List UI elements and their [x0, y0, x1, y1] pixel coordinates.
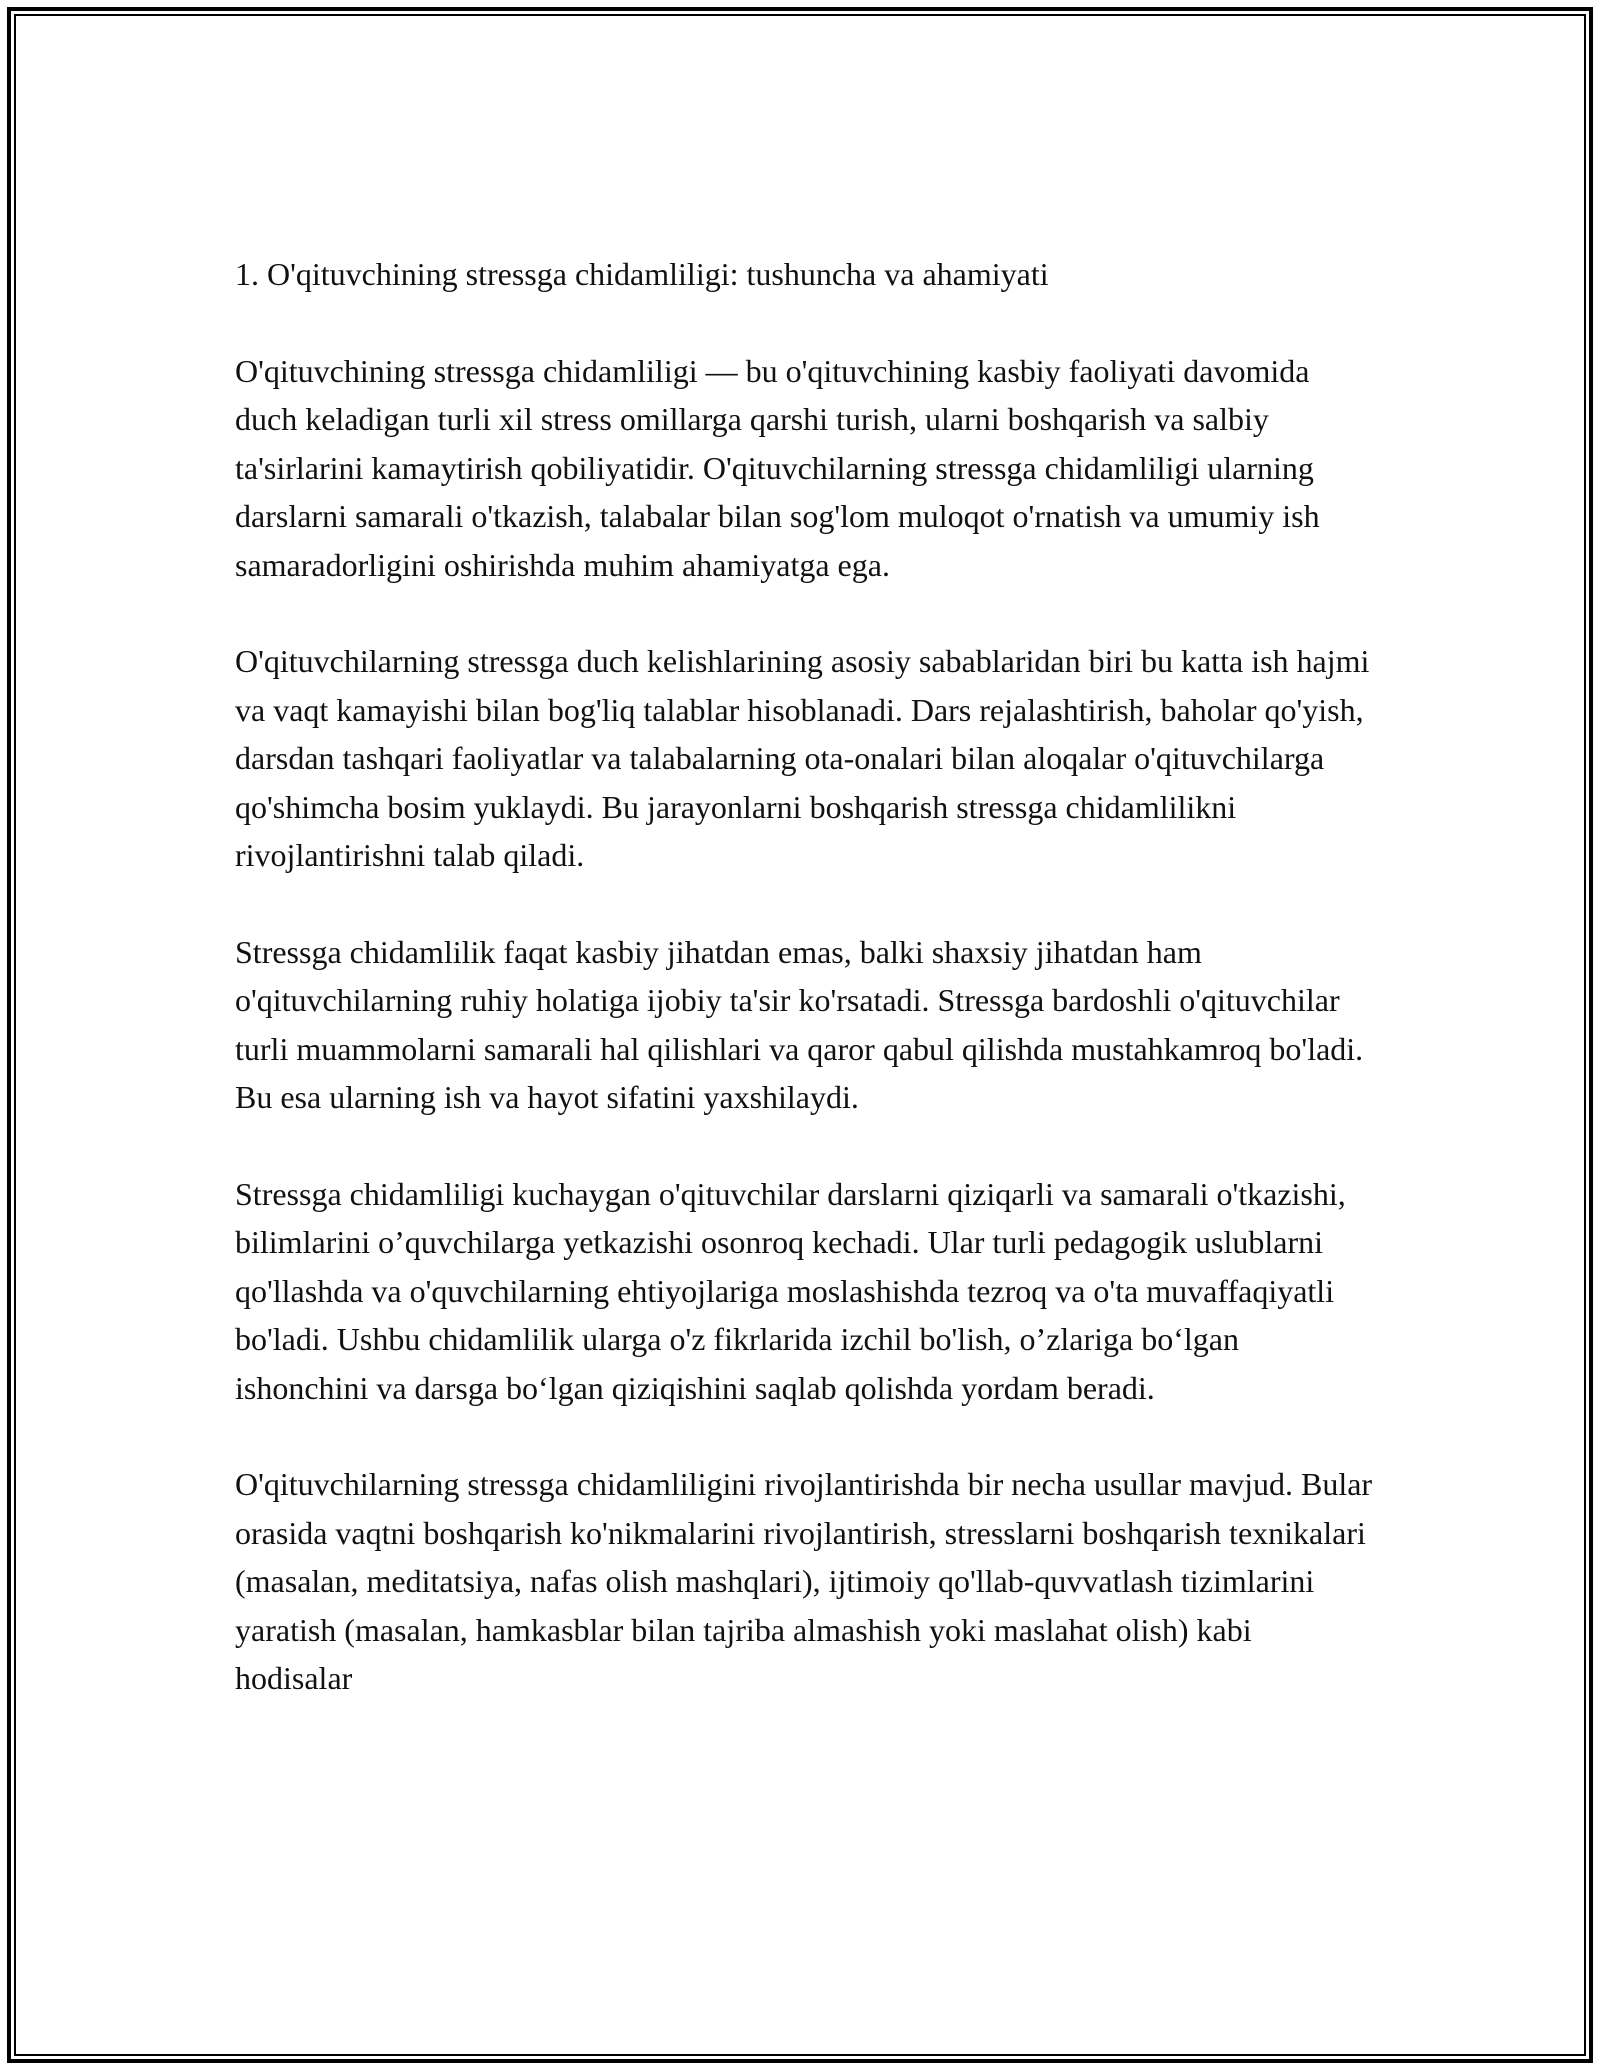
paragraph-methods: O'qituvchilarning stressga chidamliligini rivojlantirishda bir necha usullar mavjud. Bular orasida vaqtni boshqarish ko'nikmalarini rivojlantirish, stresslarni boshqarish texnikalari (masalan, meditatsiya, nafas olish mashqlari), ijtimoiy qo'llab-quvvatlash tizimlarini yaratish (masalan, hamkasblar bilan tajriba almashish yoki maslahat olish) kabi hodisalar: [235, 1466, 1373, 1696]
section-heading: 1. O'qituvchining stressga chidamliligi: tushuncha va ahamiyati: [235, 256, 1049, 292]
paragraph-definition: O'qituvchining stressga chidamliligi — bu o'qituvchining kasbiy faoliyati davomida duch keladigan turli xil stress omillarga qarshi turish, ularni boshqarish va salbiy ta'sirlarini kamaytirish qobiliyatidir. O'qituvchilarning stressga chidamliligi ularning darslarni samarali o'tkazish, talabalar bilan sog'lom muloqot o'rnatish va umumiy ish samaradorligini oshirishda muhim ahamiyatga ega.: [235, 352, 1320, 583]
document-body: [235, 250, 1375, 1703]
paragraph-causes: O'qituvchilarning stressga duch kelishlarining asosiy sabablaridan biri bu katta ish hajmi va vaqt kamayishi bilan bog'liq talablar hisoblanadi. Dars rejalashtirish, baholar qo'yish, darsdan tashqari faoliyatlar va talabalarning ota-onalari bilan aloqalar o'qituvchilarga qo'shimcha bosim yuklaydi. Bu jarayonlarni boshqarish stressga chidamlilikni rivojlantirishni talab qiladi.: [235, 643, 1370, 873]
paragraph-teaching-benefits: Stressga chidamliligi kuchaygan o'qituvchilar darslarni qiziqarli va samarali o'tkazishi, bilimlarini o’quvchilarga yetkazishi osonroq kechadi. Ular turli pedagogik uslublarni qo'llashda va o'quvchilarning ehtiyojlariga moslashishda tezroq va o'ta muvaffaqiyatli bo'ladi. Ushbu chidamlilik ularga o'z fikrlarida izchil bo'lish, o’zlariga bo‘lgan ishonchini va darsga bo‘lgan qiziqishini saqlab qolishda yordam beradi.: [235, 1175, 1346, 1406]
paragraph-personal-impact: Stressga chidamlilik faqat kasbiy jihatdan emas, balki shaxsiy jihatdan ham o'qituvchilarning ruhiy holatiga ijobiy ta'sir ko'rsatadi. Stressga bardoshli o'qituvchilar turli muammolarni samarali hal qilishlari va qaror qabul qilishda mustahkamroq bo'ladi. Bu esa ularning ish va hayot sifatini yaxshilaydi.: [235, 933, 1364, 1115]
